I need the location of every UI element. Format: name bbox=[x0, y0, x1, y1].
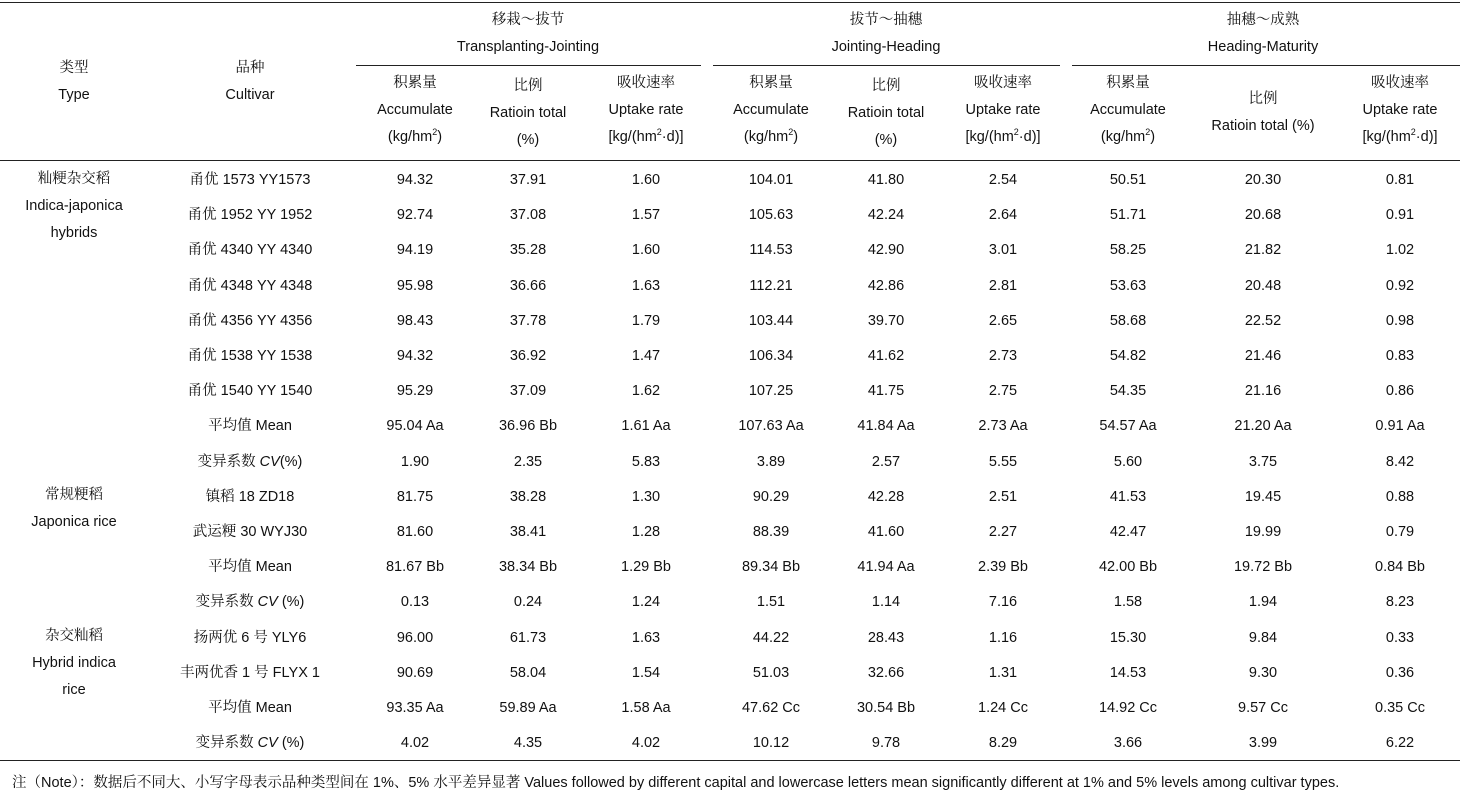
value-cell: 1.30 bbox=[631, 488, 661, 505]
value-cell: 3.89 bbox=[756, 453, 786, 470]
value-cell: 42.28 bbox=[867, 488, 905, 505]
group-label-3: 杂交籼稻 Hybrid indica rice bbox=[32, 628, 116, 698]
value-cell: 35.28 bbox=[509, 242, 547, 259]
value-cell: 1.47 bbox=[631, 348, 661, 364]
value-cell: 2.27 bbox=[988, 524, 1018, 540]
value-cell: 2.51 bbox=[988, 488, 1018, 505]
value-cell: 0.35 Cc bbox=[1375, 700, 1425, 716]
value-cell: 1.28 bbox=[631, 524, 661, 540]
cultivar-cell: 变异系数 CV(%) bbox=[197, 453, 303, 470]
value-cell: 88.39 bbox=[752, 524, 790, 540]
cultivar-cell: 平均值 Mean bbox=[208, 559, 292, 576]
value-cell: 90.29 bbox=[752, 488, 790, 505]
value-cell: 2.64 bbox=[988, 207, 1018, 224]
header-uptake-rate-3: 吸收速率 Uptake rate $[kg/(hm^2\cdot d)]$ bbox=[1362, 75, 1438, 145]
value-cell: 42.47 bbox=[1109, 524, 1147, 540]
value-cell: 19.45 bbox=[1244, 488, 1282, 505]
value-cell: 9.57 Cc bbox=[1238, 700, 1288, 716]
cultivar-cell: 甬优 1952 YY 1952 bbox=[187, 207, 313, 224]
value-cell: 1.60 bbox=[631, 172, 661, 188]
value-cell: 42.24 bbox=[867, 207, 905, 224]
value-cell: 21.82 bbox=[1244, 242, 1282, 259]
value-cell: 28.43 bbox=[867, 629, 905, 646]
value-cell: 2.39 Bb bbox=[978, 559, 1028, 576]
value-cell: 1.29 Bb bbox=[621, 559, 671, 576]
value-cell: 9.78 bbox=[871, 735, 901, 752]
value-cell: 41.84 Aa bbox=[857, 418, 915, 435]
cultivar-cell: 平均值 Mean bbox=[208, 418, 292, 435]
value-cell: 37.09 bbox=[509, 383, 547, 400]
value-cell: 37.78 bbox=[509, 312, 547, 329]
value-cell: 0.24 bbox=[513, 594, 543, 611]
value-cell: 1.54 bbox=[631, 664, 661, 681]
value-cell: 51.03 bbox=[752, 664, 790, 681]
top-rule bbox=[0, 2, 1460, 3]
stage-rule-1 bbox=[356, 65, 701, 66]
value-cell: 1.31 bbox=[988, 664, 1018, 681]
value-cell: 0.13 bbox=[400, 594, 430, 611]
header-uptake-rate-2: 吸收速率 Uptake rate $[kg/(hm^2\cdot d)]$ bbox=[965, 75, 1041, 145]
value-cell: 95.98 bbox=[396, 277, 434, 294]
value-cell: 0.88 bbox=[1385, 488, 1415, 505]
value-cell: 41.60 bbox=[867, 524, 905, 540]
header-stage-1: 移栽～拔节 Transplanting-Jointing bbox=[456, 12, 600, 55]
value-cell: 2.73 bbox=[988, 348, 1018, 364]
value-cell: 81.67 Bb bbox=[385, 559, 445, 576]
value-cell: 1.79 bbox=[631, 312, 661, 329]
value-cell: 1.58 Aa bbox=[621, 700, 671, 716]
value-cell: 41.62 bbox=[867, 348, 905, 364]
cultivar-cell: 甬优 1540 YY 1540 bbox=[187, 383, 313, 400]
header-accumulate-1: 积累量 Accumulate $(kg/hm^2)$ bbox=[377, 75, 453, 145]
value-cell: 5.55 bbox=[988, 453, 1018, 470]
header-bottom-rule bbox=[0, 160, 1460, 161]
value-cell: 2.57 bbox=[871, 453, 901, 470]
value-cell: 51.71 bbox=[1109, 207, 1147, 224]
value-cell: 36.66 bbox=[509, 277, 547, 294]
value-cell: 3.01 bbox=[988, 242, 1018, 259]
cultivar-cell: 甬优 1573 YY1573 bbox=[189, 172, 311, 188]
value-cell: 6.22 bbox=[1385, 735, 1415, 752]
value-cell: 1.58 bbox=[1113, 594, 1143, 611]
value-cell: 0.83 bbox=[1385, 348, 1415, 364]
value-cell: 90.69 bbox=[396, 664, 434, 681]
value-cell: 50.51 bbox=[1109, 172, 1147, 188]
value-cell: 20.68 bbox=[1244, 207, 1282, 224]
value-cell: 20.48 bbox=[1244, 277, 1282, 294]
group-label-1: 籼粳杂交稻 Indica-japonica hybrids bbox=[25, 171, 123, 241]
header-accumulate-3: 积累量 Accumulate $(kg/hm^2)$ bbox=[1090, 75, 1166, 145]
header-type: 类型 Type bbox=[58, 60, 90, 103]
value-cell: 95.29 bbox=[396, 383, 434, 400]
value-cell: 3.99 bbox=[1248, 735, 1278, 752]
value-cell: 42.00 Bb bbox=[1098, 559, 1158, 576]
value-cell: 32.66 bbox=[867, 664, 905, 681]
bottom-rule bbox=[0, 760, 1460, 761]
value-cell: 1.16 bbox=[988, 629, 1018, 646]
value-cell: 19.99 bbox=[1244, 524, 1282, 540]
value-cell: 1.63 bbox=[631, 277, 661, 294]
cultivar-cell: 扬两优 6 号 YLY6 bbox=[193, 629, 307, 646]
value-cell: 59.89 Aa bbox=[499, 700, 557, 716]
value-cell: 5.60 bbox=[1113, 453, 1143, 470]
value-cell: 94.32 bbox=[396, 348, 434, 364]
value-cell: 54.35 bbox=[1109, 383, 1147, 400]
value-cell: 1.60 bbox=[631, 242, 661, 259]
value-cell: 0.92 bbox=[1385, 277, 1415, 294]
header-ratio-2: 比例 Ratioin total (%) bbox=[847, 78, 925, 148]
value-cell: 36.96 Bb bbox=[498, 418, 558, 435]
value-cell: 114.53 bbox=[749, 242, 793, 259]
value-cell: 41.80 bbox=[867, 172, 905, 188]
value-cell: 107.25 bbox=[748, 383, 794, 400]
value-cell: 41.75 bbox=[867, 383, 905, 400]
value-cell: 4.02 bbox=[400, 735, 430, 752]
value-cell: 0.98 bbox=[1385, 312, 1415, 329]
cultivar-cell: 甬优 4348 YY 4348 bbox=[187, 277, 313, 294]
value-cell: 41.53 bbox=[1109, 488, 1147, 505]
cultivar-cell: 变异系数 CV (%) bbox=[195, 735, 305, 752]
value-cell: 3.75 bbox=[1248, 453, 1278, 470]
value-cell: 0.91 Aa bbox=[1375, 418, 1425, 435]
value-cell: 38.34 Bb bbox=[498, 559, 558, 576]
value-cell: 54.57 Aa bbox=[1099, 418, 1157, 435]
value-cell: 81.75 bbox=[396, 488, 434, 505]
value-cell: 58.68 bbox=[1109, 312, 1147, 329]
cultivar-cell: 变异系数 CV (%) bbox=[195, 594, 305, 611]
value-cell: 37.08 bbox=[509, 207, 547, 224]
value-cell: 1.63 bbox=[631, 629, 661, 646]
value-cell: 42.90 bbox=[867, 242, 905, 259]
value-cell: 4.35 bbox=[513, 735, 543, 752]
value-cell: 19.72 Bb bbox=[1233, 559, 1293, 576]
value-cell: 1.94 bbox=[1248, 594, 1278, 611]
value-cell: 94.19 bbox=[396, 242, 434, 259]
value-cell: 89.34 Bb bbox=[741, 559, 801, 576]
value-cell: 41.94 Aa bbox=[857, 559, 915, 576]
value-cell: 42.86 bbox=[867, 277, 905, 294]
header-stage-3: 抽穗～成熟 Heading-Maturity bbox=[1207, 12, 1319, 55]
value-cell: 4.02 bbox=[631, 735, 661, 752]
cultivar-cell: 甬优 4356 YY 4356 bbox=[187, 312, 313, 329]
value-cell: 21.20 Aa bbox=[1234, 418, 1292, 435]
header-stage-2: 拔节～抽穗 Jointing-Heading bbox=[831, 12, 941, 55]
value-cell: 8.23 bbox=[1385, 594, 1415, 611]
value-cell: 1.24 bbox=[631, 594, 661, 611]
header-uptake-rate-1: 吸收速率 Uptake rate $[kg/(hm^2\cdot d)]$ bbox=[608, 75, 684, 145]
value-cell: 20.30 bbox=[1244, 172, 1282, 188]
header-cultivar: 品种 Cultivar bbox=[225, 60, 275, 103]
value-cell: 58.04 bbox=[509, 664, 547, 681]
value-cell: 37.91 bbox=[509, 172, 547, 188]
value-cell: 9.84 bbox=[1248, 629, 1278, 646]
value-cell: 107.63 Aa bbox=[738, 418, 804, 435]
value-cell: 10.12 bbox=[752, 735, 790, 752]
value-cell: 54.82 bbox=[1109, 348, 1147, 364]
value-cell: 2.65 bbox=[988, 312, 1018, 329]
value-cell: 9.30 bbox=[1248, 664, 1278, 681]
value-cell: 0.91 bbox=[1385, 207, 1415, 224]
value-cell: 38.41 bbox=[509, 524, 547, 540]
cultivar-cell: 平均值 Mean bbox=[208, 700, 292, 716]
cultivar-cell: 镇稻 18 ZD18 bbox=[205, 488, 295, 505]
value-cell: 8.42 bbox=[1385, 453, 1415, 470]
cultivar-cell: 甬优 4340 YY 4340 bbox=[187, 242, 313, 259]
table-note: 注（Note）：数据后不同大、小写字母表示品种类型间在 1%、5% 水平差异显著 Values followed by different capital and lowercase letters mean significantly different at 1% and 5% levels among cultivar types. bbox=[12, 775, 1340, 791]
value-cell: 2.75 bbox=[988, 383, 1018, 400]
value-cell: 61.73 bbox=[509, 629, 547, 646]
value-cell: 104.01 bbox=[748, 172, 794, 188]
header-ratio-3: 比例 Ratioin total (%) bbox=[1211, 91, 1315, 134]
value-cell: 39.70 bbox=[867, 312, 905, 329]
value-cell: 3.66 bbox=[1113, 735, 1143, 752]
value-cell: 1.57 bbox=[631, 207, 661, 224]
value-cell: 14.53 bbox=[1109, 664, 1147, 681]
value-cell: 30.54 Bb bbox=[856, 700, 916, 716]
value-cell: 1.14 bbox=[871, 594, 901, 611]
value-cell: 95.04 Aa bbox=[386, 418, 444, 435]
value-cell: 93.35 Aa bbox=[386, 700, 444, 716]
value-cell: 14.92 Cc bbox=[1098, 700, 1158, 716]
stage-rule-3 bbox=[1072, 65, 1460, 66]
value-cell: 15.30 bbox=[1109, 629, 1147, 646]
value-cell: 58.25 bbox=[1109, 242, 1147, 259]
value-cell: 1.62 bbox=[631, 383, 661, 400]
value-cell: 2.81 bbox=[988, 277, 1018, 294]
value-cell: 94.32 bbox=[396, 172, 434, 188]
value-cell: 21.46 bbox=[1244, 348, 1282, 364]
value-cell: 22.52 bbox=[1244, 312, 1282, 329]
value-cell: 1.61 Aa bbox=[621, 418, 671, 435]
value-cell: 0.81 bbox=[1385, 172, 1415, 188]
value-cell: 1.02 bbox=[1385, 242, 1415, 259]
value-cell: 0.86 bbox=[1385, 383, 1415, 400]
value-cell: 36.92 bbox=[509, 348, 547, 364]
header-ratio-1: 比例 Ratioin total (%) bbox=[489, 78, 567, 148]
value-cell: 92.74 bbox=[396, 207, 434, 224]
value-cell: 1.51 bbox=[756, 594, 786, 611]
value-cell: 7.16 bbox=[988, 594, 1018, 611]
stage-rule-2 bbox=[713, 65, 1060, 66]
value-cell: 103.44 bbox=[748, 312, 794, 329]
value-cell: 5.83 bbox=[631, 453, 661, 470]
value-cell: 96.00 bbox=[396, 629, 434, 646]
cultivar-cell: 丰两优香 1 号 FLYX 1 bbox=[180, 664, 320, 681]
value-cell: 8.29 bbox=[988, 735, 1018, 752]
value-cell: 53.63 bbox=[1109, 277, 1147, 294]
cultivar-cell: 武运粳 30 WYJ30 bbox=[192, 524, 308, 540]
cultivar-cell: 甬优 1538 YY 1538 bbox=[187, 348, 313, 364]
value-cell: 81.60 bbox=[396, 524, 434, 540]
value-cell: 44.22 bbox=[752, 629, 790, 646]
value-cell: 2.35 bbox=[513, 453, 543, 470]
value-cell: 98.43 bbox=[396, 312, 434, 329]
value-cell: 106.34 bbox=[748, 348, 794, 364]
value-cell: 1.90 bbox=[400, 453, 430, 470]
value-cell: 0.79 bbox=[1385, 524, 1415, 540]
value-cell: 0.33 bbox=[1385, 629, 1415, 646]
value-cell: 0.84 Bb bbox=[1375, 559, 1425, 576]
header-accumulate-2: 积累量 Accumulate $(kg/hm^2)$ bbox=[733, 75, 809, 145]
value-cell: 0.36 bbox=[1385, 664, 1415, 681]
value-cell: 2.54 bbox=[988, 172, 1018, 188]
value-cell: 21.16 bbox=[1244, 383, 1282, 400]
value-cell: 2.73 Aa bbox=[978, 418, 1028, 435]
value-cell: 38.28 bbox=[509, 488, 547, 505]
value-cell: 1.24 Cc bbox=[978, 700, 1028, 716]
group-label-2: 常规粳稻 Japonica rice bbox=[31, 487, 117, 530]
value-cell: 105.63 bbox=[748, 207, 794, 224]
value-cell: 112.21 bbox=[749, 277, 793, 294]
value-cell: 47.62 Cc bbox=[741, 700, 801, 716]
